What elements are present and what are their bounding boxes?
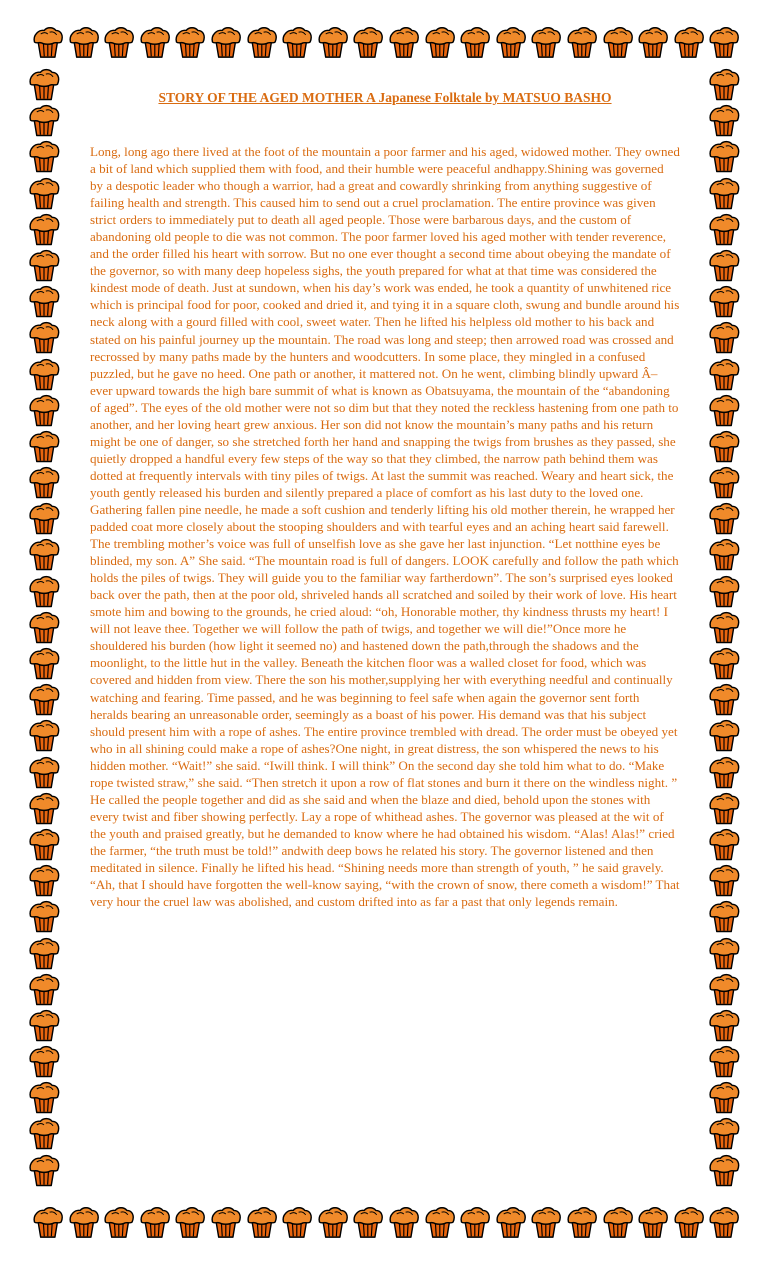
muffin-icon: [208, 1203, 244, 1241]
muffin-icon: [705, 392, 743, 428]
muffin-icon: [705, 138, 743, 174]
muffin-icon: [422, 1203, 458, 1241]
muffin-icon: [705, 102, 743, 138]
muffin-icon: [705, 464, 743, 500]
muffin-icon: [25, 392, 63, 428]
muffin-icon: [706, 23, 742, 61]
muffin-icon: [705, 66, 743, 102]
muffin-icon: [706, 1203, 742, 1241]
muffin-icon: [705, 283, 743, 319]
border-bottom: [30, 1200, 742, 1244]
muffin-icon: [705, 609, 743, 645]
muffin-icon: [30, 1203, 66, 1241]
muffin-icon: [705, 356, 743, 392]
muffin-icon: [25, 138, 63, 174]
muffin-icon: [30, 23, 66, 61]
muffin-icon: [705, 211, 743, 247]
muffin-icon: [25, 717, 63, 753]
muffin-icon: [705, 935, 743, 971]
border-right: [702, 66, 746, 1188]
muffin-icon: [137, 1203, 173, 1241]
muffin-icon: [350, 23, 386, 61]
muffin-icon: [25, 500, 63, 536]
muffin-icon: [279, 1203, 315, 1241]
muffin-icon: [671, 1203, 707, 1241]
muffin-icon: [564, 1203, 600, 1241]
muffin-icon: [25, 573, 63, 609]
muffin-icon: [25, 464, 63, 500]
muffin-icon: [705, 898, 743, 934]
muffin-icon: [137, 23, 173, 61]
muffin-icon: [705, 1043, 743, 1079]
muffin-icon: [25, 754, 63, 790]
muffin-icon: [493, 1203, 529, 1241]
muffin-icon: [279, 23, 315, 61]
muffin-icon: [705, 1115, 743, 1151]
muffin-icon: [528, 1203, 564, 1241]
muffin-icon: [25, 247, 63, 283]
muffin-icon: [25, 356, 63, 392]
muffin-icon: [528, 23, 564, 61]
muffin-icon: [25, 1152, 63, 1188]
muffin-icon: [244, 1203, 280, 1241]
muffin-icon: [635, 1203, 671, 1241]
muffin-icon: [25, 175, 63, 211]
muffin-icon: [705, 428, 743, 464]
muffin-icon: [25, 319, 63, 355]
muffin-icon: [705, 681, 743, 717]
border-left: [22, 66, 66, 1188]
muffin-icon: [315, 23, 351, 61]
muffin-icon: [25, 1079, 63, 1115]
muffin-icon: [705, 971, 743, 1007]
muffin-icon: [25, 645, 63, 681]
muffin-icon: [705, 1079, 743, 1115]
story-body: Long, long ago there lived at the foot of the mountain a poor farmer and his aged, widowed mother. They owned a bit of land which supplied them with food, and their humble were peaceful andhappy.Shining was governed by a despotic leader who though a warrior, had a great and cowardly shrinking from anything suggestive of failing health and strength. This caused him to send out a cruel proclamation. The entire province was given strict orders to immediately put to death all aged people. Those were barbarous days, and the custom of abandoning old people to die was not common. The poor farmer loved his aged mother with tender reverence, and the order filled his heart with sorrow. But no one ever thought a second time about obeying the mandate of the governor, so with many deep hopeless sighs, the youth prepared for what at that time was considered the kindest mode of death. Just at sundown, when his day’s work was ended, he took a quantity of unwhitened rice which is principal food for poor, cooked and dried it, and tying it in a square cloth, swung and bundle around his neck along with a gourd filled with cool, sweet water. Then he lifted his helpless old mother to his back and stated on his painful journey up the mountain. The road was long and steep; then arrowed road was crossed and recrossed by many paths made by the hunters and woodcutters. In some place, they mingled in a confused puzzled, but he gave no heed. One path or another, it mattered not. On he went, climbing blindly upward Â– ever upward towards the high bare summit of what is known as Obatsuyama, the mountain of the “abandoning of aged”. The eyes of the old mother were not so dim but that they noted the reckless hastening from one path to another, and her loving heart grew anxious. Her son did not know the mountain’s many paths and his return might be one of danger, so she stretched forth her hand and snapping the twigs from brushes as they passed, she quietly dropped a handful every few steps of the way so that they climbed, the narrow path behind them was dotted at frequently intervals with tiny piles of twigs. At last the summit was reached. Weary and heart sick, the youth gently released his burden and silently prepared a place of comfort as his last duty to the loved one. Gathering fallen pine needle, he made a soft cushion and tenderly lifting his old mother therein, he wrapped her padded coat more closely about the stooping shoulders and with tearful eyes and an aching heart said farewell. The trembling mother’s voice was full of unselfish love as she gave her last injunction. “Let notthine eyes be blinded, my son. A” She said. “The mountain road is full of dangers. LOOK carefully and follow the path which holds the piles of twigs. They will guide you to the familiar way fartherdown”. The son’s surprised eyes looked back over the path, then at the poor old, shriveled hands all scratched and soiled by their work of love. His heart smote him and bowing to the grounds, he cried aloud: “oh, Honorable mother, thy kindness thrusts my heart! I will not leave thee. Together we will follow the path of twigs, and together we will die!”Once more he shouldered his burden (how light it seemed no) and hastened down the path,through the shadows and the moonlight, to the little hut in the valley. Beneath the kitchen floor was a walled closet for food, which was covered and hidden from view. There the son his mother,supplying her with everything needful and continually watching and fearing. Time passed, and he was beginning to feel safe when again the governor sent forth heralds bearing an unreasonable order, seemingly as a boast of his power. His demand was that his subject should present him with a rope of ashes. The entire province trembled with dread. The order must be obeyed yet who in all shining could make a rope of ashes?One night, in great distress, the son whispered the news to his hidden mother. “Wait!” she said. “Iwill think. I will think” On the second day she told him what to do. “Make rope twisted straw,” she said. “Then stretch it upon a row of flat stones and burn it there on the windless night. ” He called the people together and did as she said and when the blaze and died, behold upon the stones with every twist and fiber showing perfectly. Lay a rope of whithead ashes. The governor was pleased at the wit of the youth and praised greatly, but he demanded to know where he had obtained his wisdom. “Alas! Alas!” cried the farmer, “the truth must be told!” andwith deep bows he related his story. The governor listened and then meditated in silence. Finally he lifted his head. “Shining needs more than strength of youth, ” he said gravely. “Ah, that I should have forgotten the well-know saying, “with the crown of snow, there cometh a wisdom!” That very hour the cruel law was abolished, and custom drifted into as far a past that only legends remain.: [90, 144, 680, 910]
muffin-icon: [386, 23, 422, 61]
muffin-icon: [705, 826, 743, 862]
muffin-icon: [172, 23, 208, 61]
muffin-icon: [457, 1203, 493, 1241]
muffin-icon: [25, 211, 63, 247]
muffin-icon: [705, 536, 743, 572]
muffin-icon: [25, 862, 63, 898]
muffin-icon: [600, 23, 636, 61]
muffin-icon: [66, 1203, 102, 1241]
muffin-icon: [25, 681, 63, 717]
border-top: [30, 20, 742, 64]
muffin-icon: [705, 1152, 743, 1188]
muffin-icon: [705, 717, 743, 753]
muffin-icon: [25, 790, 63, 826]
muffin-icon: [101, 1203, 137, 1241]
muffin-icon: [705, 247, 743, 283]
muffin-icon: [705, 500, 743, 536]
muffin-icon: [244, 23, 280, 61]
muffin-icon: [350, 1203, 386, 1241]
muffin-icon: [705, 754, 743, 790]
muffin-icon: [635, 23, 671, 61]
muffin-icon: [600, 1203, 636, 1241]
muffin-icon: [25, 536, 63, 572]
muffin-icon: [705, 319, 743, 355]
muffin-icon: [705, 790, 743, 826]
muffin-icon: [705, 175, 743, 211]
muffin-icon: [25, 428, 63, 464]
muffin-icon: [25, 1043, 63, 1079]
muffin-icon: [457, 23, 493, 61]
muffin-icon: [25, 971, 63, 1007]
muffin-icon: [705, 1007, 743, 1043]
muffin-icon: [25, 66, 63, 102]
muffin-icon: [25, 102, 63, 138]
muffin-icon: [101, 23, 137, 61]
muffin-icon: [25, 1115, 63, 1151]
muffin-icon: [25, 935, 63, 971]
muffin-icon: [66, 23, 102, 61]
muffin-icon: [25, 898, 63, 934]
muffin-icon: [25, 826, 63, 862]
muffin-icon: [25, 609, 63, 645]
muffin-icon: [25, 283, 63, 319]
muffin-icon: [671, 23, 707, 61]
muffin-icon: [422, 23, 458, 61]
muffin-icon: [705, 862, 743, 898]
muffin-icon: [208, 23, 244, 61]
muffin-icon: [25, 1007, 63, 1043]
document-title: STORY OF THE AGED MOTHER A Japanese Folktale by MATSUO BASHO: [158, 90, 612, 105]
muffin-icon: [705, 573, 743, 609]
muffin-icon: [315, 1203, 351, 1241]
muffin-icon: [564, 23, 600, 61]
muffin-icon: [172, 1203, 208, 1241]
muffin-icon: [705, 645, 743, 681]
muffin-icon: [493, 23, 529, 61]
muffin-icon: [386, 1203, 422, 1241]
